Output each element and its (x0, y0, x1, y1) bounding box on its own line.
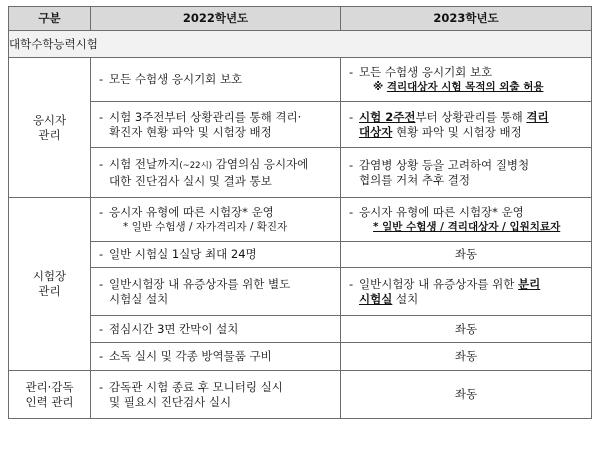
bullet-dash: - (99, 321, 104, 336)
table-row (9, 58, 592, 102)
bullet-dash: - (349, 157, 354, 172)
table-row (9, 242, 592, 268)
cell-text: 대한 진단검사 실시 및 결과 통보 (109, 173, 272, 188)
cell-text: 시험실 설치 (109, 291, 169, 306)
cell-2023 (341, 148, 592, 198)
cell-text: 확진자 현황 파악 및 시험장 배정 (109, 124, 272, 139)
note-mark: ※ (373, 80, 384, 93)
cell-text: 일반시험장 내 유증상자를 위한 (359, 276, 519, 291)
cell-2023 (341, 268, 592, 316)
header-row (9, 7, 592, 31)
bullet-dash: - (349, 109, 354, 124)
cell-2022 (91, 316, 341, 343)
cell-2022 (91, 148, 341, 198)
cell-2023: 좌동 (341, 242, 592, 268)
cell-text: 감염의심 응시자에 (212, 156, 309, 171)
cell-2023: 좌동 (341, 371, 592, 419)
cell-note (359, 80, 585, 95)
bullet-dash: - (99, 349, 104, 363)
table-row (9, 268, 592, 316)
table-row (9, 371, 592, 419)
cell-text: 시험 3주전부터 상황관리를 통해 격리· (109, 109, 302, 124)
group-label-venue (9, 198, 91, 371)
bullet-dash: - (99, 247, 104, 261)
highlight-text: 시험 2주전 (359, 109, 416, 124)
table-row (9, 102, 592, 148)
section-row (9, 31, 592, 58)
highlight-text: 대상자 (359, 124, 393, 139)
group-label-line: 응시자 (32, 112, 67, 127)
cell-text: 감독관 시험 종료 후 모니터링 실시 (109, 379, 283, 394)
cell-note: * 일반 수험생 / 자가격리자 / 확진자 (123, 220, 288, 233)
cell-2023 (341, 198, 592, 242)
cell-text: 일반시험장 내 유증상자를 위한 별도 (109, 276, 291, 291)
table-row (9, 343, 592, 371)
cell-text: 점심시간 3면 칸막이 설치 (109, 321, 239, 336)
cell-text: 설치 (392, 291, 419, 306)
table-row (9, 148, 592, 198)
cell-2023 (341, 58, 592, 102)
cell-text: 소독 실시 및 각종 방역물품 구비 (109, 349, 272, 363)
bullet-dash: - (99, 72, 104, 86)
cell-text: 부터 상황관리를 통해 (415, 109, 527, 124)
cell-text: 협의를 거쳐 추후 결정 (359, 172, 470, 187)
bullet-dash: - (349, 64, 354, 79)
cell-2022 (91, 371, 341, 419)
note-text: 격리대상자 시험 목적의 외출 허용 (386, 80, 544, 93)
table-row (9, 198, 592, 242)
group-label-line: 관리 (38, 284, 61, 298)
section-title: 대학수학능력시험 (9, 31, 592, 58)
bullet-dash: - (349, 204, 354, 219)
cell-2022 (91, 242, 341, 268)
bullet-dash: - (349, 276, 354, 291)
group-label-line: 관리 (38, 127, 61, 142)
cell-text: 및 필요시 진단검사 실시 (109, 394, 232, 409)
cell-text-small: (~22시) (179, 160, 213, 171)
group-label-line: 관리·감독 (25, 379, 74, 394)
bullet-dash: - (99, 276, 104, 291)
bullet-dash: - (99, 379, 104, 394)
bullet-dash: - (99, 156, 104, 171)
cell-text: 모든 수험생 응시기회 보호 (359, 64, 493, 79)
bullet-dash: - (99, 109, 104, 124)
header-category: 구분 (9, 7, 91, 31)
group-label-applicant (9, 58, 91, 198)
cell-2022 (91, 198, 341, 242)
cell-2023 (341, 102, 592, 148)
header-2023: 2023학년도 (341, 7, 592, 31)
group-label-line: 시험장 (32, 269, 67, 283)
cell-2023: 좌동 (341, 316, 592, 343)
cell-text: 응시자 유형에 따른 시험장* 운영 (359, 204, 524, 219)
bullet-dash: - (99, 204, 104, 219)
cell-text: 일반 시험실 1실당 최대 24명 (109, 247, 257, 261)
cell-note: * 일반 수험생 / 격리대상자 / 입원치료자 (373, 220, 561, 233)
group-label-line: 인력 관리 (25, 394, 74, 409)
highlight-text: 격리 (526, 109, 549, 124)
policy-comparison-table (8, 6, 592, 419)
highlight-text: 시험실 (359, 291, 393, 306)
cell-2022 (91, 343, 341, 371)
table-row (9, 316, 592, 343)
highlight-text: 분리 (518, 276, 541, 291)
header-2022: 2022학년도 (91, 7, 341, 31)
cell-text: 감염병 상황 등을 고려하여 질병청 (359, 157, 530, 172)
cell-text: 현황 파악 및 시험장 배정 (392, 124, 522, 139)
cell-2022 (91, 58, 341, 102)
cell-2023: 좌동 (341, 343, 592, 371)
cell-2022 (91, 268, 341, 316)
group-label-staff (9, 371, 91, 419)
cell-text: 시험 전날까지 (109, 156, 180, 171)
cell-text: 모든 수험생 응시기회 보호 (109, 72, 243, 86)
cell-2022 (91, 102, 341, 148)
cell-text: 응시자 유형에 따른 시험장* 운영 (109, 204, 274, 219)
